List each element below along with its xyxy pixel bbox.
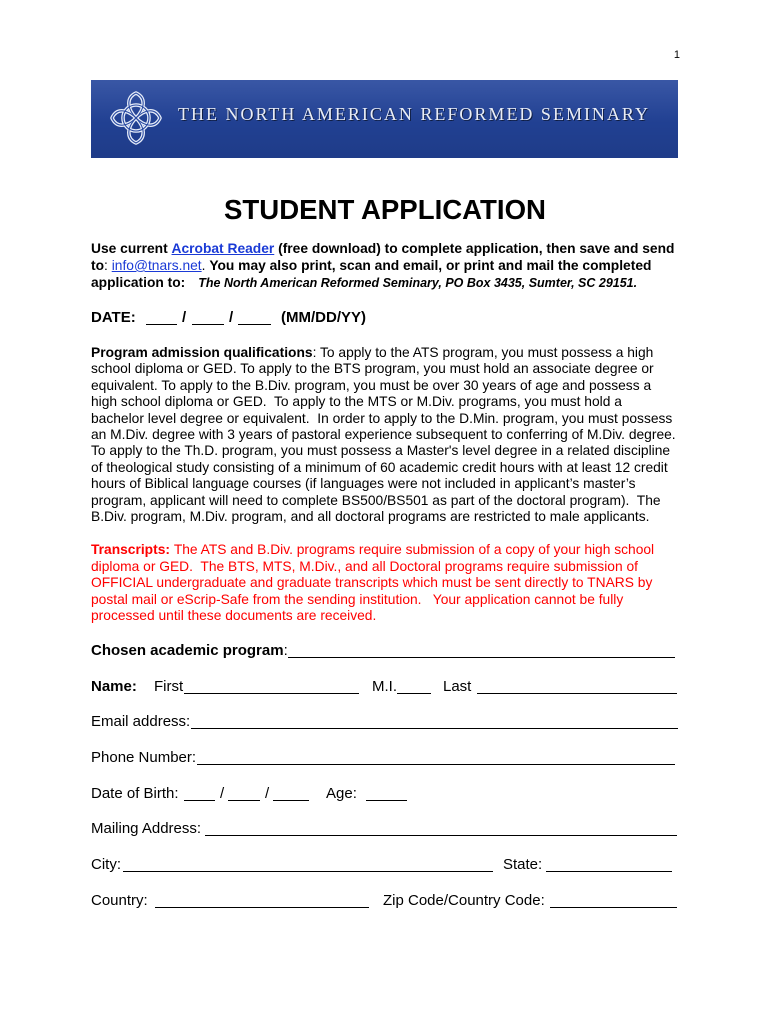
name-label: Name: [91,678,137,695]
name-row [0,677,770,697]
dob-month-field[interactable] [184,784,215,801]
program-row [0,641,770,661]
intro-text-segment: You may also print, scan and email, or print and mail the completed [209,258,652,273]
last-name-label: Last [443,678,472,695]
last-name-field[interactable] [477,677,677,694]
zip-code-label: Zip Code/Country Code: [383,892,545,909]
admission-text-line: high school diploma or GED. To apply to the MTS or M.Div. programs, you must hold a [91,394,622,410]
intro-text-segment: : [104,258,108,273]
state-label: State: [503,856,543,873]
program-field[interactable] [288,641,675,658]
admission-text-line: an M.Div. degree with 3 years of pastoral experience subsequent to conferring of M.Div. degree. [91,427,676,443]
admission-label: Program admission qualifications [91,345,313,360]
date-separator: / [229,309,234,326]
admission-text-line: hours of Biblical language courses (if languages were not included in applicant’s master’s [91,476,636,492]
transcripts-label: Transcripts: [91,542,170,557]
page-title: STUDENT APPLICATION [224,194,546,225]
age-field[interactable] [366,784,407,801]
transcripts-text-line: processed until these documents are received. [91,608,377,623]
first-name-label: First [154,678,184,695]
intro-line [91,257,674,274]
age-label: Age: [326,785,357,802]
date-year-field[interactable] [238,308,271,325]
admission-text-line: program, applicant will need to complete BS500/BS501 as part of the doctoral program). The [91,492,661,508]
date-day-field[interactable] [192,308,224,325]
country-field[interactable] [155,891,369,908]
date-row [0,308,770,328]
seminary-logo [108,88,164,148]
admission-text-line: B.Div. program, M.Div. program, and all doctoral programs are restricted to male applicants. [91,509,650,525]
date-format-hint: (MM/DD/YY) [281,309,366,326]
intro-text-segment: to [91,258,105,273]
middle-initial-field[interactable] [397,677,431,694]
date-label: DATE: [91,309,136,326]
email-label: Email address: [91,713,191,730]
city-row [0,855,770,875]
intro-line [91,274,674,292]
transcripts-text-line [91,542,654,559]
phone-label: Phone Number: [91,749,197,766]
intro-text-segment: Use current [91,241,168,256]
zip-code-field[interactable] [550,891,677,908]
first-name-field[interactable] [184,677,359,694]
banner-title: THE NORTH AMERICAN REFORMED SEMINARY [178,104,650,124]
program-label-colon: : [283,642,288,659]
dob-separator: / [220,785,225,802]
dob-day-field[interactable] [228,784,260,801]
city-label: City: [91,856,121,873]
admission-text-line: equivalent. To apply to the B.Div. program, you must be over 30 years of age and possess a [91,377,652,393]
intro-text [91,240,674,292]
admission-text-line: bachelor level degree or equivalent. In order to apply to the D.Min. program, you must possess [91,410,673,426]
transcripts-text-line: OFFICIAL undergraduate and graduate transcripts which must be sent directly to TNARS by [91,575,653,590]
admission-text-line [91,345,676,361]
country-row [0,891,770,911]
country-label: Country: [91,892,148,909]
admission-text-segment: : To apply to the ATS program, you must possess a high [312,345,654,360]
email-field[interactable] [191,712,678,729]
intro-text-segment: . [201,258,206,273]
transcripts-text-line: postal mail or eScrip-Safe from the sending institution. Your application cannot be fully [91,591,624,607]
mailing-address-text: The North American Reformed Seminary, PO Box 3435, Sumter, SC 29151. [198,276,638,290]
mailing-address-label: Mailing Address: [91,820,202,837]
transcripts-text-line: diploma or GED. The BTS, MTS, M.Div., and all Doctoral programs require submission of [91,558,638,574]
intro-line [91,240,674,257]
dob-year-field[interactable] [273,784,309,801]
admission-text-line: school diploma or GED. To apply to the BTS program, you must hold an associate degree or [91,361,654,377]
phone-row [0,748,770,768]
seminary-banner [91,80,678,158]
mailing-address-field[interactable] [205,819,677,836]
program-label-text: Chosen academic program [91,642,284,659]
transcripts-paragraph [91,542,654,625]
intro-text-segment: (free download) to complete application, then save and send [278,241,675,256]
acrobat-reader-link[interactable]: Acrobat Reader [171,241,275,256]
admission-text-line: To apply to the Th.D. program, you must possess a Master's level degree in a related discipline [91,443,671,459]
email-link[interactable]: info@tnars.net [111,258,202,273]
city-field[interactable] [123,855,493,872]
admission-text-line: of theological study consisting of a minimum of 60 academic credit hours with at least 12 credit [91,459,668,475]
page-number: 1 [673,49,680,61]
program-label [91,641,288,661]
middle-initial-label: M.I. [372,678,397,695]
date-separator: / [182,309,187,326]
transcripts-text-segment: The ATS and B.Div. programs require submission of a copy of your high school [173,542,655,557]
intro-text-segment: application to: [91,275,186,290]
mailing-row [0,819,770,839]
dob-separator: / [265,785,270,802]
phone-field[interactable] [197,748,675,765]
dob-label: Date of Birth: [91,785,179,802]
email-row [0,712,770,732]
admission-paragraph [91,345,676,525]
state-field[interactable] [546,855,672,872]
dob-row [0,784,770,804]
date-month-field[interactable] [146,308,177,325]
